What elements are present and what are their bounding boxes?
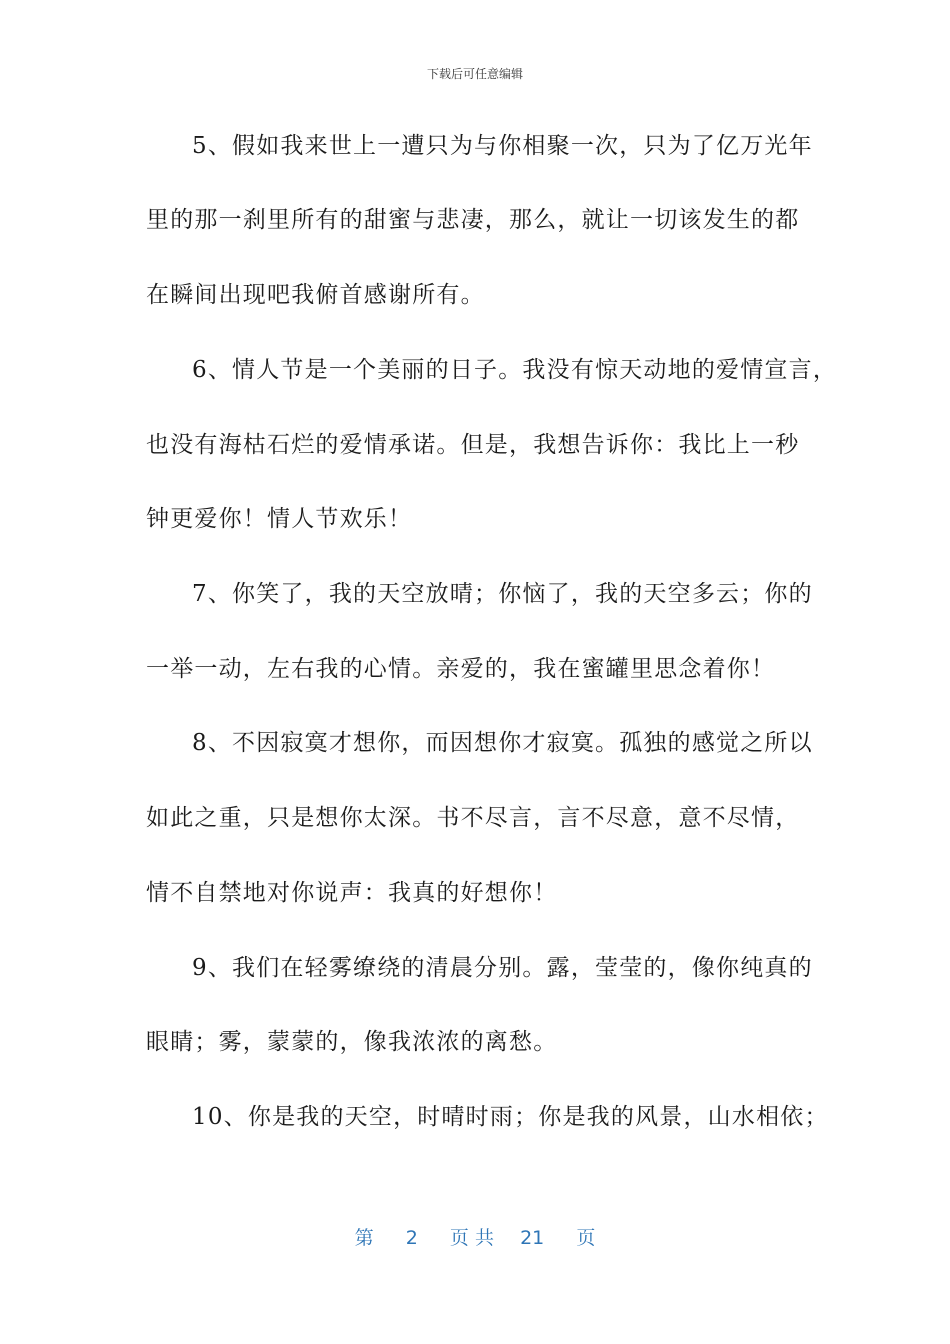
paragraph-line: 也没有海枯石烂的爱情承诺。但是，我想告诉你：我比上一秒 xyxy=(146,432,800,458)
page-footer xyxy=(0,1226,950,1250)
total-pages-number: 21 xyxy=(520,1227,545,1249)
paragraph-line: 一举一动，左右我的心情。亲爱的，我在蜜罐里思念着你！ xyxy=(146,656,776,682)
page-header: 下载后可任意编辑 xyxy=(426,67,523,81)
paragraph-line: 7、你笑了，我的天空放晴；你恼了，我的天空多云；你的 xyxy=(192,581,813,607)
paragraph-line: 8、不因寂寞才想你，而因想你才寂寞。孤独的感觉之所以 xyxy=(192,730,813,756)
paragraph-line: 里的那一刹里所有的甜蜜与悲凄，那么，就让一切该发生的都 xyxy=(146,207,800,233)
paragraph-line: 9、我们在轻雾缭绕的清晨分别。露，莹莹的，像你纯真的 xyxy=(192,955,813,981)
paragraph-line: 钟更爱你！情人节欢乐！ xyxy=(146,506,413,532)
paragraph-line: 10、你是我的天空，时晴时雨；你是我的风景，山水相依； xyxy=(192,1104,829,1130)
paragraph-line: 5、假如我来世上一遭只为与你相聚一次，只为了亿万光年 xyxy=(192,133,813,159)
footer-middle: 页 共 xyxy=(449,1227,494,1249)
current-page-number: 2 xyxy=(405,1227,418,1249)
paragraph-line: 情不自禁地对你说声：我真的好想你！ xyxy=(146,880,558,906)
footer-suffix: 页 xyxy=(576,1227,596,1249)
paragraph-line: 眼睛；雾，蒙蒙的，像我浓浓的离愁。 xyxy=(146,1029,558,1055)
paragraph-line: 在瞬间出现吧我俯首感谢所有。 xyxy=(146,282,485,308)
paragraph-line: 6、情人节是一个美丽的日子。我没有惊天动地的爱情宣言， xyxy=(192,357,838,383)
footer-prefix: 第 xyxy=(354,1227,374,1249)
paragraph-line: 如此之重，只是想你太深。书不尽言，言不尽意，意不尽情， xyxy=(146,805,800,831)
